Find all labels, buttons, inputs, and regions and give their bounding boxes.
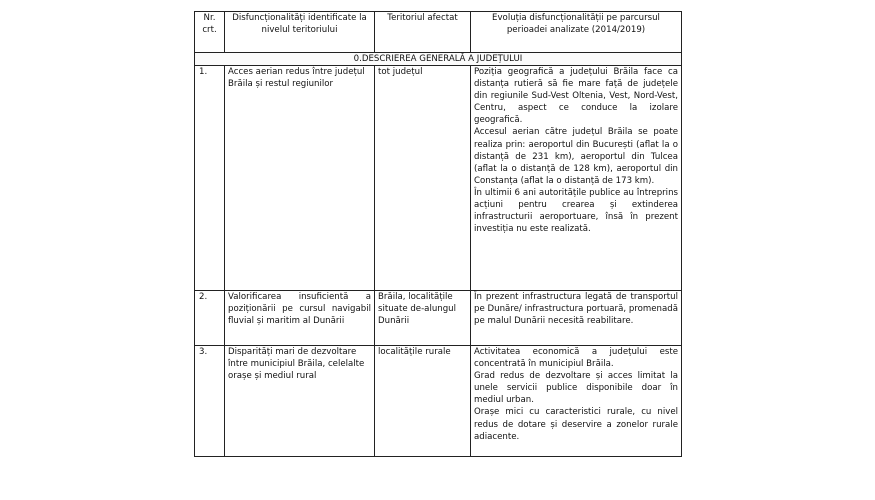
dysfunction-text: Acces aerian redus între județul Brăila și restul regiunilor [228,67,365,90]
territory-text: Brăila, localitățile situate de-alungul Dunării [378,292,457,327]
table-row [195,346,682,457]
section-row [195,53,682,66]
row-number: 1. [195,66,225,291]
dysfunction-table [194,11,682,457]
territory-cell [375,346,471,457]
dysfunction-cell [225,66,375,291]
territory-text: localitățile rurale [378,347,451,357]
evolution-cell [471,66,682,291]
evolution-paragraph: Activitatea economică a județului este concentrată în municipiul Brăila. [474,347,678,370]
header-evolutia: Evoluția disfuncționalității pe parcursul perioadei analizate (2014/2019) [471,12,682,53]
section-title: 0.DESCRIEREA GENERALĂ A JUDEȚULUI [195,53,682,66]
header-disfunctionalitati: Disfuncționalități identificate la nivelul teritoriului [225,12,375,53]
dysfunction-cell [225,291,375,346]
territory-cell [375,66,471,291]
evolution-paragraph: În prezent infrastructura legată de transportul pe Dunăre/ infrastructura portuară, promenadă pe malul Dunării necesită reabilitare. [474,292,678,327]
table-row [195,66,682,291]
table-row [195,291,682,346]
header-teritoriul-afectat: Teritoriul afectat [375,12,471,53]
territory-text: tot județul [378,67,423,77]
dysfunction-text: Disparități mari de dezvoltare între municipiul Brăila, celelalte orașe și mediul rural [228,347,365,382]
document-page [194,11,681,457]
row-number: 2. [195,291,225,346]
evolution-paragraph: În ultimii 6 ani autoritățile publice au întreprins acțiuni pentru crearea și extinderea infrastructurii aeroportuare, însă în prezent investiția nu este realizată. [474,187,678,235]
dysfunction-cell [225,346,375,457]
evolution-paragraph: Poziția geografică a județului Brăila face ca distanța rutieră să fie mare față de județele din regiunile Sud-Vest Oltenia, Vest, Nord-Vest, Centru, aspect ce conduce la izolare geografică. [474,67,678,126]
evolution-cell [471,291,682,346]
dysfunction-text: Valorificarea insuficientă a poziționării pe cursul navigabil fluvial și maritim al Dunării [228,292,371,327]
evolution-paragraph: Grad redus de dezvoltare și acces limitat la unele servicii publice disponibile doar în mediul urban. [474,371,678,406]
evolution-paragraph: Orașe mici cu caracteristici rurale, cu nivel redus de dotare și deservire a zonelor rurale adiacente. [474,407,678,442]
table-header-row [195,12,682,53]
evolution-paragraph: Accesul aerian către județul Brăila se poate realiza prin: aeroportul din București (aflat la o distanță de 231 km), aeroportul din Tulcea (aflat la o distanță de 128 km), aeroportul din Constanța (aflat la o distanță de 173 km). [474,127,678,186]
header-nr-crt: Nr. crt. [195,12,225,53]
territory-cell [375,291,471,346]
row-number: 3. [195,346,225,457]
evolution-cell [471,346,682,457]
